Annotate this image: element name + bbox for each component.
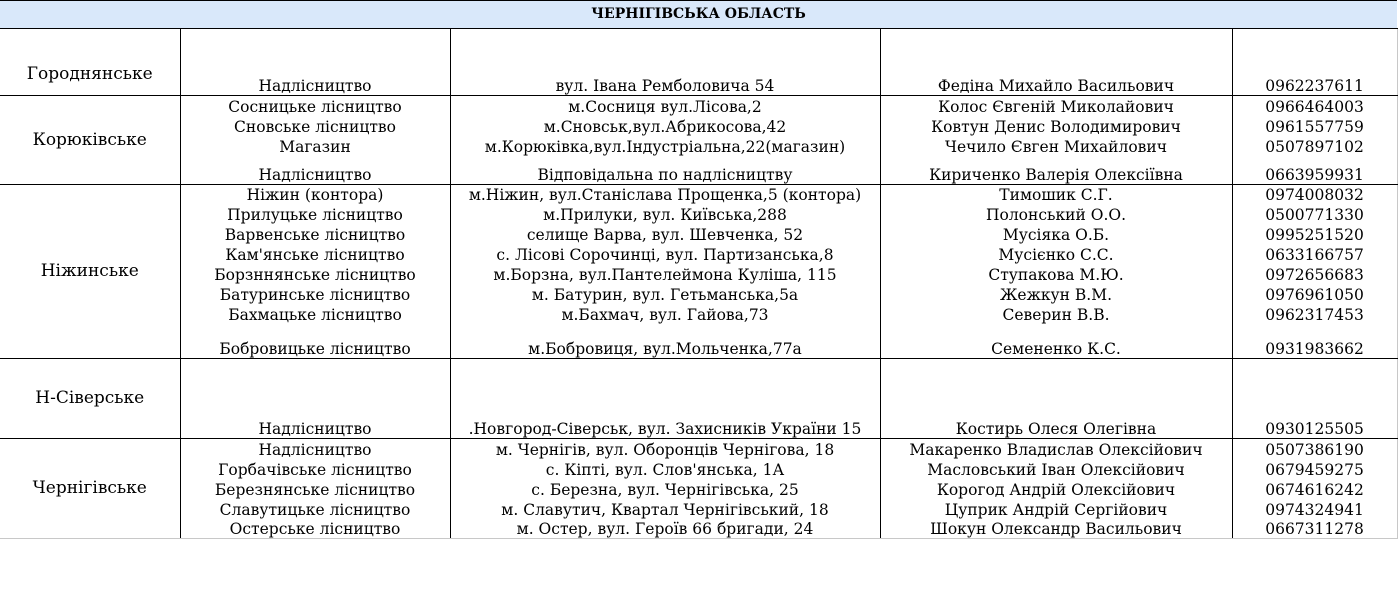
table-row xyxy=(0,204,1397,224)
table-row xyxy=(0,29,1397,96)
address-cell: м.Прилуки, вул. Київська,288 xyxy=(450,204,880,224)
person-cell: Макаренко Владислав Олексійович xyxy=(880,439,1232,459)
region-title: ЧЕРНІГІВСЬКА ОБЛАСТЬ xyxy=(0,1,1397,29)
phone-cell: 0995251520 xyxy=(1232,224,1397,244)
unit-cell: Славутицьке лісництво xyxy=(180,499,450,519)
phone-cell: 0507386190 xyxy=(1232,439,1397,459)
person-cell: Тимошик С.Г. xyxy=(880,185,1232,204)
phone-cell: 0633166757 xyxy=(1232,244,1397,264)
person-cell: Чечило Євген Михайлович xyxy=(880,136,1232,156)
unit-cell: Варвенське лісництво xyxy=(180,224,450,244)
table-row xyxy=(0,359,1397,439)
phone-cell: 0962237611 xyxy=(1232,29,1397,96)
address-cell: м. Чернігів, вул. Оборонців Чернігова, 18 xyxy=(450,439,880,459)
table-row xyxy=(0,264,1397,284)
person-cell: Колос Євгеній Миколайович xyxy=(880,96,1232,116)
table-row xyxy=(0,324,1397,359)
address-cell: .Новгород-Сіверськ, вул. Захисників України 15 xyxy=(450,359,880,439)
address-cell: м.Борзна, вул.Пантелеймона Куліша, 115 xyxy=(450,264,880,284)
table-row xyxy=(0,96,1397,116)
table-row xyxy=(0,244,1397,264)
phone-cell: 0931983662 xyxy=(1232,324,1397,359)
table-row xyxy=(0,284,1397,304)
district-cell: Городнянське xyxy=(0,29,180,96)
phone-cell: 0930125505 xyxy=(1232,359,1397,439)
person-cell: Мусіяка О.Б. xyxy=(880,224,1232,244)
unit-cell: Сновське лісництво xyxy=(180,116,450,136)
table-row xyxy=(0,224,1397,244)
person-cell: Масловський Іван Олексійович xyxy=(880,459,1232,479)
table-row xyxy=(0,479,1397,499)
phone-cell: 0974008032 xyxy=(1232,185,1397,204)
unit-cell: Надлісництво xyxy=(180,29,450,96)
table-row xyxy=(0,116,1397,136)
district-cell: Н-Сіверське xyxy=(0,359,180,439)
unit-cell: Ніжин (контора) xyxy=(180,185,450,204)
title-row xyxy=(0,1,1397,29)
table-row xyxy=(0,439,1397,459)
phone-cell: 0507897102 xyxy=(1232,136,1397,156)
table-row xyxy=(0,519,1397,539)
address-cell: с. Березна, вул. Чернігівська, 25 xyxy=(450,479,880,499)
address-cell: м.Сосниця вул.Лісова,2 xyxy=(450,96,880,116)
person-cell: Шокун Олександр Васильович xyxy=(880,519,1232,539)
table-row xyxy=(0,185,1397,204)
table-row xyxy=(0,499,1397,519)
address-cell: Відповідальна по надлісництву xyxy=(450,156,880,185)
person-cell: Цуприк Андрій Сергійович xyxy=(880,499,1232,519)
phone-cell: 0961557759 xyxy=(1232,116,1397,136)
phone-cell: 0966464003 xyxy=(1232,96,1397,116)
district-cell: Ніжинське xyxy=(0,185,180,359)
address-cell: м. Остер, вул. Героїв 66 бригади, 24 xyxy=(450,519,880,539)
unit-cell: Надлісництво xyxy=(180,156,450,185)
unit-cell: Батуринське лісництво xyxy=(180,284,450,304)
address-cell: м.Корюківка,вул.Індустріальна,22(магазин) xyxy=(450,136,880,156)
person-cell: Ступакова М.Ю. xyxy=(880,264,1232,284)
person-cell: Костирь Олеся Олегівна xyxy=(880,359,1232,439)
unit-cell: Надлісництво xyxy=(180,439,450,459)
unit-cell: Горбачівське лісництво xyxy=(180,459,450,479)
phone-cell: 0974324941 xyxy=(1232,499,1397,519)
unit-cell: Бахмацьке лісництво xyxy=(180,304,450,324)
person-cell: Кириченко Валерія Олексіївна xyxy=(880,156,1232,185)
unit-cell: Прилуцьке лісництво xyxy=(180,204,450,224)
person-cell: Полонський О.О. xyxy=(880,204,1232,224)
address-cell: м.Ніжин, вул.Станіслава Прощенка,5 (контора) xyxy=(450,185,880,204)
unit-cell: Кам'янське лісництво xyxy=(180,244,450,264)
unit-cell: Магазин xyxy=(180,136,450,156)
unit-cell: Надлісництво xyxy=(180,359,450,439)
phone-cell: 0972656683 xyxy=(1232,264,1397,284)
address-cell: м.Бахмач, вул. Гайова,73 xyxy=(450,304,880,324)
table-row xyxy=(0,459,1397,479)
person-cell: Северин В.В. xyxy=(880,304,1232,324)
phone-cell: 0962317453 xyxy=(1232,304,1397,324)
district-cell: Корюківське xyxy=(0,96,180,185)
address-cell: м. Батурин, вул. Гетьманська,5а xyxy=(450,284,880,304)
person-cell: Семененко К.С. xyxy=(880,324,1232,359)
phone-cell: 0667311278 xyxy=(1232,519,1397,539)
table-row xyxy=(0,156,1397,185)
district-cell: Чернігівське xyxy=(0,439,180,539)
person-cell: Мусієнко С.С. xyxy=(880,244,1232,264)
address-cell: м. Славутич, Квартал Чернігівський, 18 xyxy=(450,499,880,519)
table-row xyxy=(0,304,1397,324)
unit-cell: Сосницьке лісництво xyxy=(180,96,450,116)
address-cell: с. Кіпті, вул. Слов'янська, 1А xyxy=(450,459,880,479)
unit-cell: Борзннянське лісництво xyxy=(180,264,450,284)
person-cell: Ковтун Денис Володимирович xyxy=(880,116,1232,136)
unit-cell: Бобровицьке лісництво xyxy=(180,324,450,359)
unit-cell: Березнянське лісництво xyxy=(180,479,450,499)
address-cell: вул. Івана Ремболовича 54 xyxy=(450,29,880,96)
phone-cell: 0679459275 xyxy=(1232,459,1397,479)
person-cell: Жежкун В.М. xyxy=(880,284,1232,304)
person-cell: Федіна Михайло Васильович xyxy=(880,29,1232,96)
address-cell: селище Варва, вул. Шевченка, 52 xyxy=(450,224,880,244)
phone-cell: 0674616242 xyxy=(1232,479,1397,499)
address-cell: м.Сновськ,вул.Абрикосова,42 xyxy=(450,116,880,136)
phone-cell: 0976961050 xyxy=(1232,284,1397,304)
phone-cell: 0663959931 xyxy=(1232,156,1397,185)
address-cell: м.Бобровиця, вул.Мольченка,77а xyxy=(450,324,880,359)
table-row xyxy=(0,136,1397,156)
person-cell: Корогод Андрій Олексійович xyxy=(880,479,1232,499)
address-cell: с. Лісові Сорочинці, вул. Партизанська,8 xyxy=(450,244,880,264)
phone-cell: 0500771330 xyxy=(1232,204,1397,224)
unit-cell: Остерське лісництво xyxy=(180,519,450,539)
